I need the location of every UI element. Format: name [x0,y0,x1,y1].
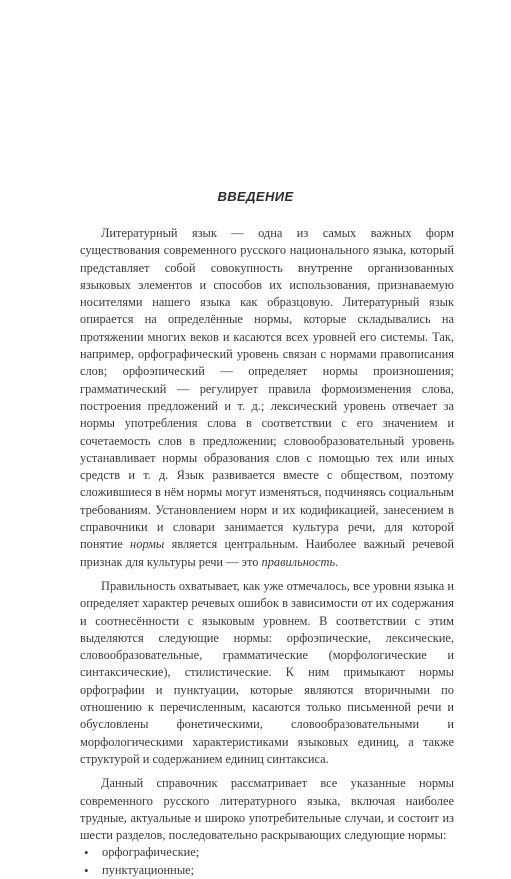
list-item: • орфографические; [80,844,454,861]
paragraph-1-text-b: является центральным. Наиболее важный речевой признак для культуры речи — это [80,537,454,569]
paragraph-correctness: Правильность охватывает, как уже отмечалось, все уровни языка и определяет характер речевых ошибок в зависимости от их содержания и соотнесённости с языковым уровнем. В соответствии с этим выделяются следующие нормы: орфоэпические, лексические, словообразовательные, грамматические (морфологические и синтаксические), стилистические. К ним примыкают нормы орфографии и пунктуации, которые являются вторичными по отношению к перечисленным, касаются только письменной речи и обусловлены фонетическими, словообразовательными и морфологическими характеристиками языковых единиц, а также структурой и содержанием единиц синтаксиса. [80,578,454,766]
paragraph-1-text-c: . [335,554,339,569]
paragraph-literary-language [80,225,454,571]
term-norms: нормы [130,537,165,552]
page-title: ВВЕДЕНИЕ [217,189,294,204]
term-correctness: правильность [261,554,336,569]
paragraph-1-text-a: Литературный язык — одна из самых важных форм существования современного русского национального языка, который представляет собой совокупность внутренне организованных языковых элементов и способов их использования, признаваемую носителями нашего языка как образцовую. Литературный язык опирается на определённые нормы, которые складывались на протяжении многих веков и касаются всех уровней его системы. Так, например, орфографический уровень связан с нормами правописания слов; орфоэпический — определяет нормы произношения; грамматический — регулирует правила формоизменения слова, построения предложений и т. д.; лексический уровень отвечает за нормы употребления слова в соответствии с его значением и сочетаемость слов в предложении; словообразовательный уровень устанавливает нормы образования слов с помощью тех или иных средств и т. д. Язык развивается вместе с обществом, поэтому сложившиеся в нём нормы могут изменяться, подчиняясь социальным требованиям. Установлением норм и их кодификацией, занесением в справочники и словари занимается культура речи, для которой понятие [80,226,454,552]
paragraph-handbook: Данный справочник рассматривает все указанные нормы современного русского литературного языка, включая наиболее трудные, актуальные и широко употребительные случаи, и состоит из шести разделов, последовательно раскрывающих следующие нормы: [80,776,454,843]
main-text [80,225,454,879]
list-item: • пунктуационные; [80,862,454,879]
norms-list [80,844,454,879]
